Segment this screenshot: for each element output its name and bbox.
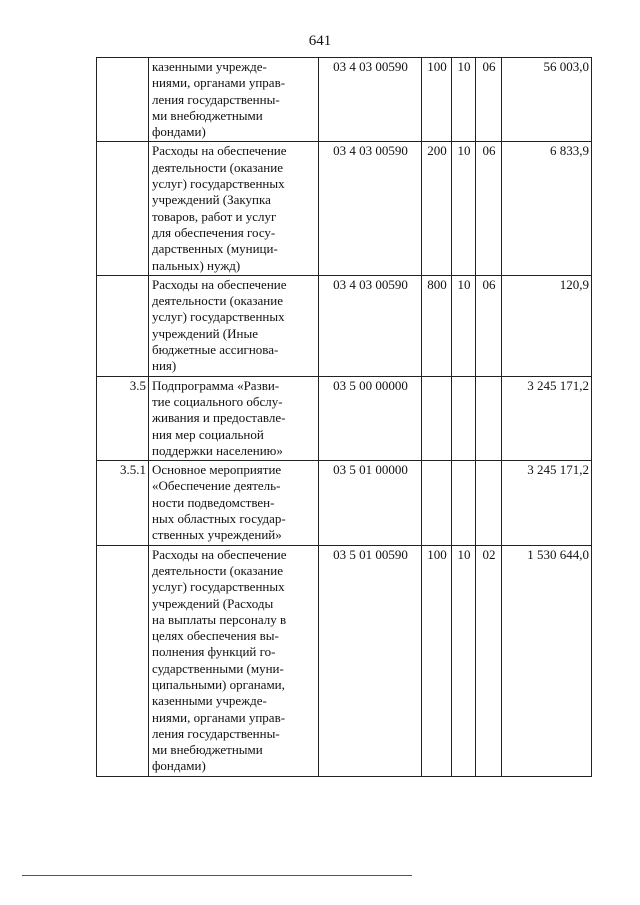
expense-type-code: 100 (422, 58, 452, 142)
row-number (97, 142, 149, 275)
expense-description: Расходы на обеспечение деятельности (оказание услуг) государственных учреждений (Иные бюджетные ассигнова- ния) (149, 275, 319, 376)
target-article-code: 03 5 01 00000 (319, 461, 422, 545)
table-row (97, 275, 592, 376)
expense-type-code (422, 376, 452, 460)
expense-description: Подпрограмма «Разви- тие социального обслу- живания и предоставле- ния мер социальной поддержки населению» (149, 376, 319, 460)
section-code: 10 (452, 275, 476, 376)
subsection-code: 06 (476, 275, 502, 376)
expense-description: Расходы на обеспечение деятельности (оказание услуг) государственных учреждений (Расходы на выплаты персоналу в целях обеспечения вы- полнения функций го- сударственными (муни- ципальными) органами, казенными учрежде- ниями, органами управ- ления государственны- ми внебюджетными фондами) (149, 545, 319, 776)
target-article-code: 03 4 03 00590 (319, 58, 422, 142)
subsection-code: 06 (476, 142, 502, 275)
page-number: 641 (308, 33, 332, 49)
table-row (97, 545, 592, 776)
table-row (97, 58, 592, 142)
subsection-code (476, 461, 502, 545)
expense-type-code: 200 (422, 142, 452, 275)
expense-description: Основное мероприятие «Обеспечение деятель- ности подведомствен- ных областных государ- ственных учреждений» (149, 461, 319, 545)
target-article-code: 03 5 00 00000 (319, 376, 422, 460)
subsection-code: 02 (476, 545, 502, 776)
row-number (97, 58, 149, 142)
table-row (97, 461, 592, 545)
target-article-code: 03 4 03 00590 (319, 275, 422, 376)
row-number (97, 275, 149, 376)
row-number (97, 545, 149, 776)
section-code (452, 461, 476, 545)
expense-type-code: 100 (422, 545, 452, 776)
section-code (452, 376, 476, 460)
expense-type-code: 800 (422, 275, 452, 376)
subsection-code (476, 376, 502, 460)
amount: 56 003,0 (502, 58, 592, 142)
amount: 120,9 (502, 275, 592, 376)
row-number: 3.5.1 (97, 461, 149, 545)
section-code: 10 (452, 142, 476, 275)
subsection-code: 06 (476, 58, 502, 142)
amount: 3 245 171,2 (502, 461, 592, 545)
row-number: 3.5 (97, 376, 149, 460)
expense-description: казенными учрежде- ниями, органами управ- ления государственны- ми внебюджетными фондами) (149, 58, 319, 142)
table-row (97, 142, 592, 275)
section-code: 10 (452, 58, 476, 142)
budget-table (96, 57, 592, 777)
target-article-code: 03 5 01 00590 (319, 545, 422, 776)
amount: 1 530 644,0 (502, 545, 592, 776)
section-code: 10 (452, 545, 476, 776)
target-article-code: 03 4 03 00590 (319, 142, 422, 275)
expense-description: Расходы на обеспечение деятельности (оказание услуг) государственных учреждений (Закупка товаров, работ и услуг для обеспечения госу- дарственных (муници- пальных) нужд) (149, 142, 319, 275)
expense-type-code (422, 461, 452, 545)
amount: 6 833,9 (502, 142, 592, 275)
bottom-rule (22, 875, 412, 876)
table-row (97, 376, 592, 460)
amount: 3 245 171,2 (502, 376, 592, 460)
